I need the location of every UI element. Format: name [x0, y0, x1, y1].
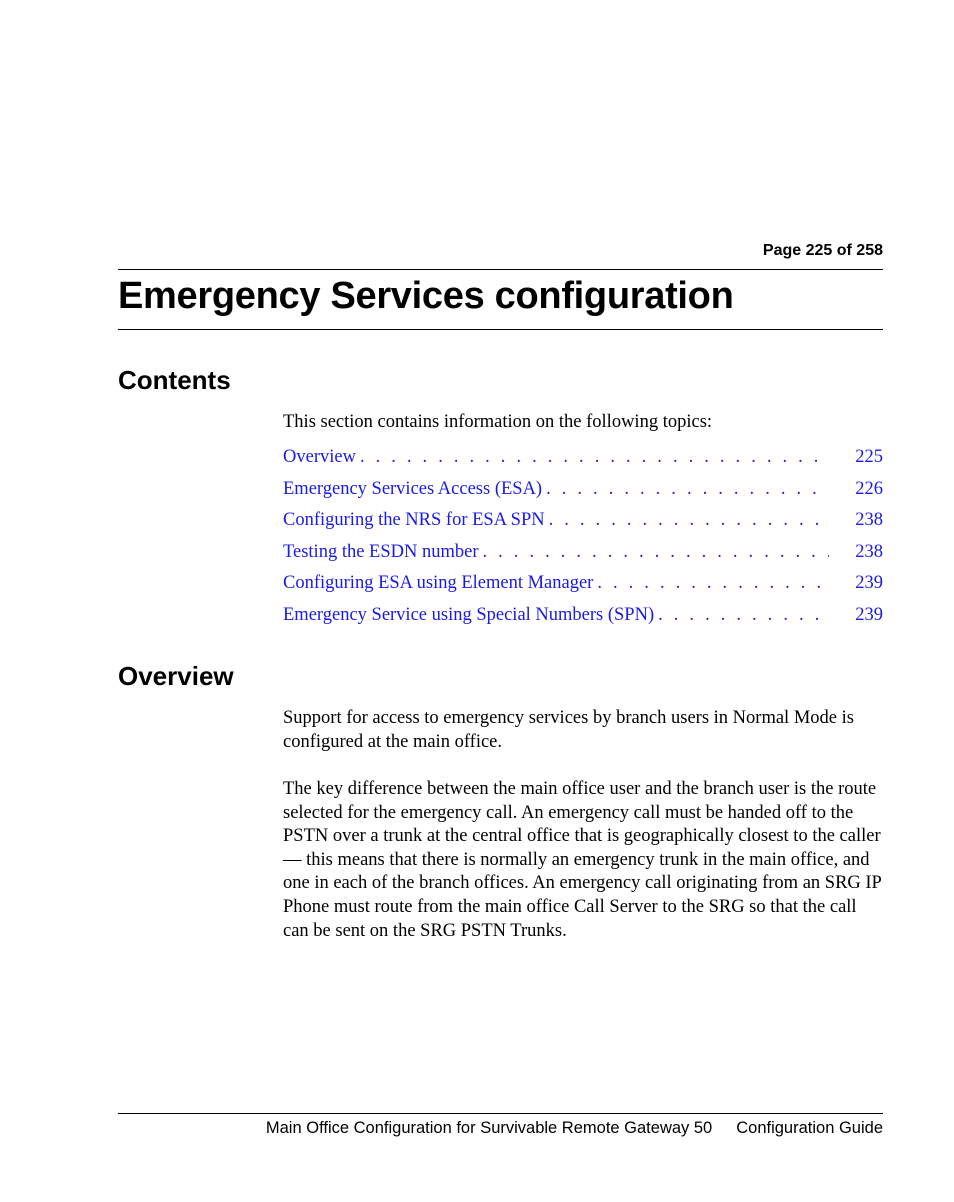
- title-top-rule: [118, 269, 883, 270]
- toc-label: Overview: [283, 447, 356, 467]
- toc-link-emergency-service-spn[interactable]: [283, 604, 883, 636]
- toc-dot-leader: [654, 604, 829, 627]
- toc-link-overview[interactable]: [283, 446, 883, 478]
- toc-page-number: 225: [855, 447, 883, 467]
- toc-page-number: 239: [855, 604, 883, 625]
- toc-page-number: 226: [855, 478, 883, 499]
- toc-page-number: 239: [855, 573, 883, 593]
- toc-label: Testing the ESDN number: [283, 541, 479, 562]
- toc-dot-leader: [356, 446, 829, 469]
- page-number: Page 225 of 258: [762, 242, 883, 259]
- toc-label: Configuring the NRS for ESA SPN: [283, 510, 545, 530]
- toc-link-configuring-esa-element-manager[interactable]: [283, 572, 883, 604]
- toc-link-testing-esdn[interactable]: [283, 541, 883, 573]
- chapter-title: Emergency Services configuration: [118, 275, 734, 317]
- footer-document-type: Configuration Guide: [736, 1119, 883, 1137]
- contents-intro: This section contains information on the following topics:: [283, 412, 713, 432]
- toc-dot-leader: [545, 509, 829, 532]
- toc-link-emergency-services-access[interactable]: [283, 478, 883, 510]
- title-bottom-rule: [118, 329, 883, 330]
- toc-dot-leader: [593, 572, 829, 595]
- toc-page-number: 238: [855, 541, 883, 562]
- toc-link-configuring-nrs[interactable]: [283, 509, 883, 541]
- toc-label: Emergency Services Access (ESA): [283, 478, 543, 499]
- toc-label: Emergency Service using Special Numbers (SPN): [283, 604, 655, 625]
- footer-document-title: Main Office Configuration for Survivable Remote Gateway 50: [265, 1119, 713, 1137]
- toc-dot-leader: [542, 478, 829, 501]
- footer-rule: [118, 1113, 883, 1114]
- toc-dot-leader: [479, 541, 830, 564]
- overview-heading: Overview: [118, 661, 234, 691]
- overview-paragraph-1: Support for access to emergency services by branch users in Normal Mode is configured at the main office.: [283, 708, 854, 752]
- page-footer: [266, 1117, 883, 1139]
- table-of-contents: [283, 446, 883, 635]
- toc-label: Configuring ESA using Element Manager: [283, 573, 594, 593]
- contents-heading: Contents: [118, 365, 231, 395]
- overview-paragraph-2: The key difference between the main office user and the branch user is the route selected for the emergency call. An emergency call must be handed off to the PSTN over a trunk at the central office that is geographically closest to the caller — this means that there is normally an emergency trunk in the main office, and one in each of the branch offices. An emergency call originating from an SRG IP Phone must route from the main office Call Server to the SRG so that the call can be sent on the SRG PSTN Trunks.: [283, 779, 882, 941]
- toc-page-number: 238: [855, 510, 883, 530]
